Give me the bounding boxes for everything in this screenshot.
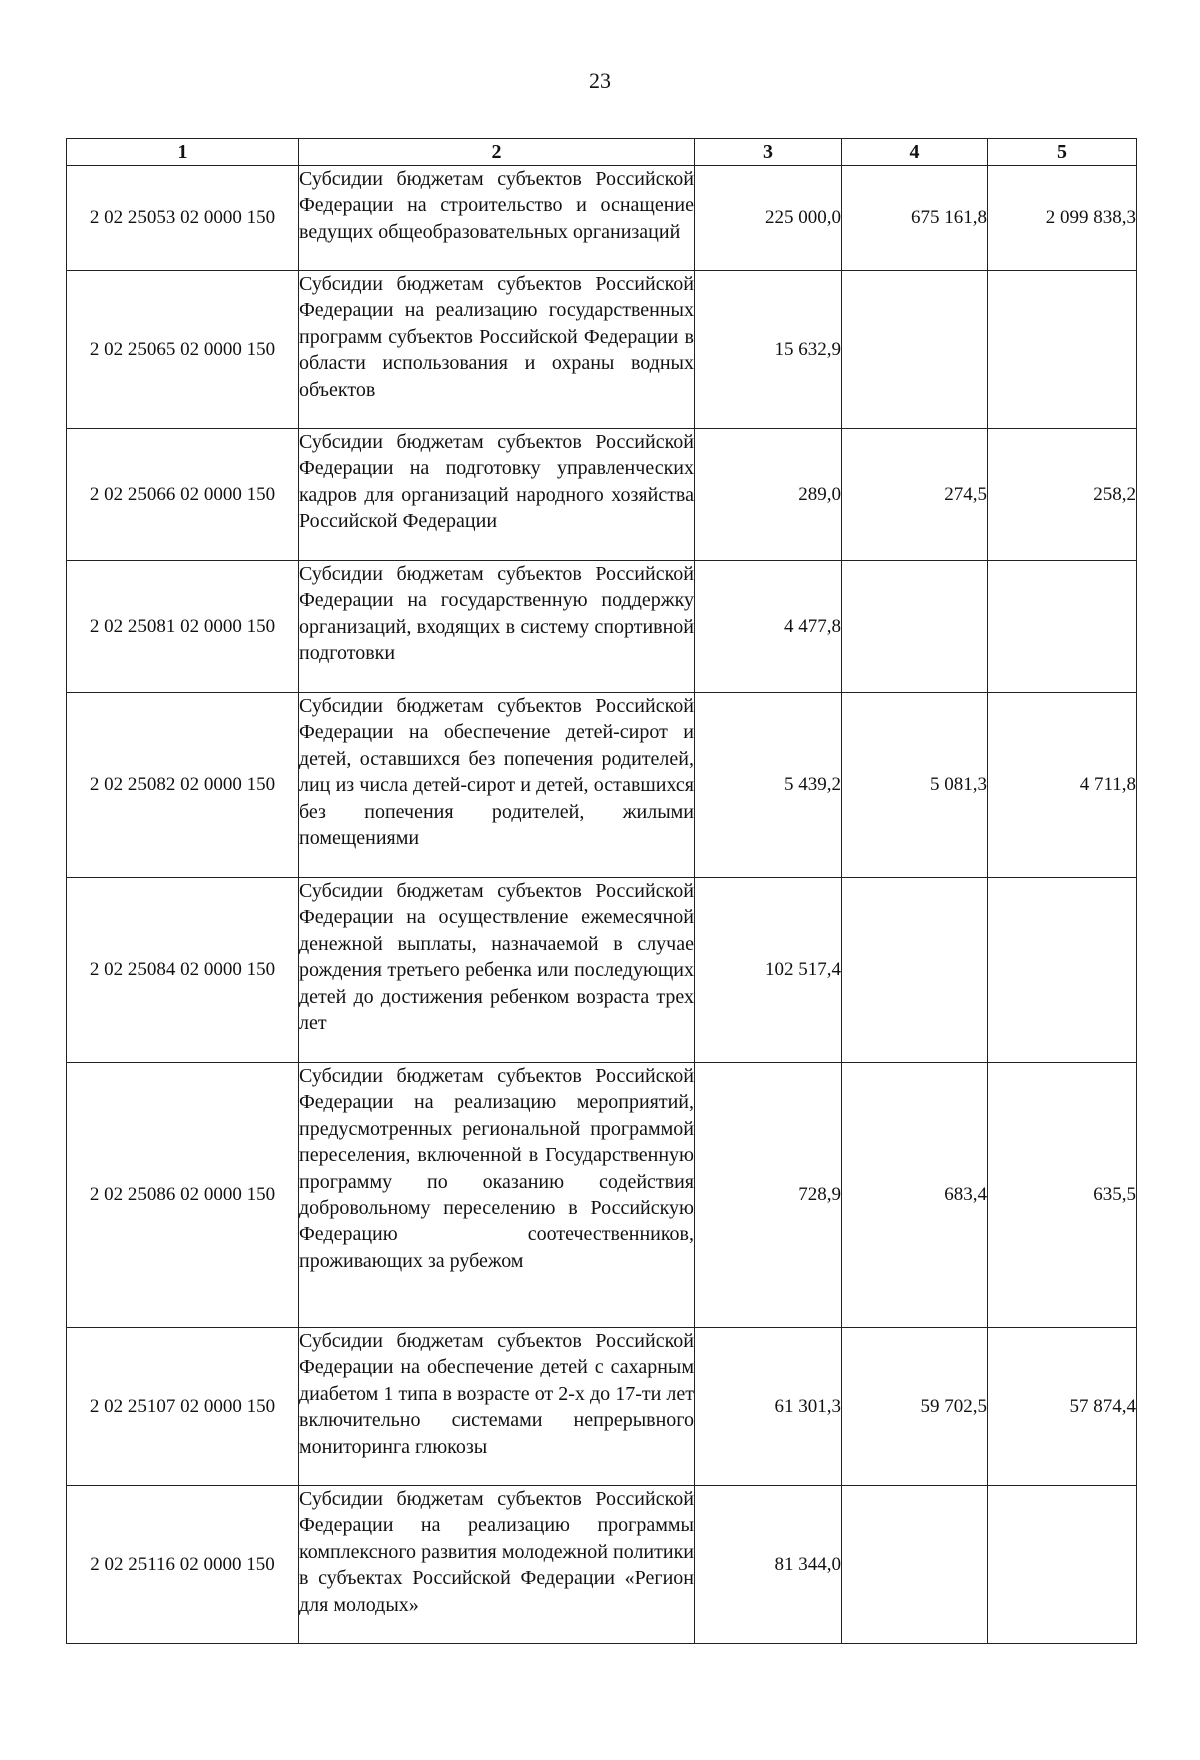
row-description: Субсидии бюджетам субъектов Российской Федерации на реализацию государственных программ субъектов Российской Федерации в области использования и охраны водных объектов bbox=[299, 271, 695, 429]
row-value-col-4: 683,4 bbox=[842, 1063, 988, 1328]
header-col-3: 3 bbox=[695, 139, 842, 166]
row-value-col-3: 225 000,0 bbox=[695, 166, 842, 271]
row-value-col-3: 5 439,2 bbox=[695, 693, 842, 878]
row-description: Субсидии бюджетам субъектов Российской Федерации на строительство и оснащение ведущих общеобразовательных организаций bbox=[299, 166, 695, 271]
row-value-col-3: 728,9 bbox=[695, 1063, 842, 1328]
row-description: Субсидии бюджетам субъектов Российской Федерации на подготовку управленческих кадров для организаций народного хозяйства Российской Федерации bbox=[299, 429, 695, 561]
row-value-col-5: 4 711,8 bbox=[988, 693, 1137, 878]
row-code: 2 02 25082 02 0000 150 bbox=[67, 693, 299, 878]
row-value-col-5: 2 099 838,3 bbox=[988, 166, 1137, 271]
row-description: Субсидии бюджетам субъектов Российской Федерации на обеспечение детей с сахарным диабетом 1 типа в возрасте от 2-х до 17-ти лет включительно системами непрерывного мониторинга глюкозы bbox=[299, 1328, 695, 1486]
row-value-col-3: 81 344,0 bbox=[695, 1486, 842, 1644]
row-value-col-5: 635,5 bbox=[988, 1063, 1137, 1328]
row-code: 2 02 25116 02 0000 150 bbox=[67, 1486, 299, 1644]
row-value-col-4: 675 161,8 bbox=[842, 166, 988, 271]
row-value-col-3: 4 477,8 bbox=[695, 561, 842, 693]
row-code: 2 02 25107 02 0000 150 bbox=[67, 1328, 299, 1486]
row-value-col-5 bbox=[988, 878, 1137, 1063]
header-col-2: 2 bbox=[299, 139, 695, 166]
row-code: 2 02 25053 02 0000 150 bbox=[67, 166, 299, 271]
row-value-col-4: 59 702,5 bbox=[842, 1328, 988, 1486]
table-row bbox=[67, 1328, 1137, 1486]
row-value-col-5 bbox=[988, 271, 1137, 429]
row-value-col-3: 102 517,4 bbox=[695, 878, 842, 1063]
row-description: Субсидии бюджетам субъектов Российской Федерации на реализацию программы комплексного развития молодежной политики в субъектах Российской Федерации «Регион для молодых» bbox=[299, 1486, 695, 1644]
row-value-col-4 bbox=[842, 271, 988, 429]
table-row bbox=[67, 561, 1137, 693]
table-row bbox=[67, 166, 1137, 271]
row-value-col-3: 61 301,3 bbox=[695, 1328, 842, 1486]
page-number: 23 bbox=[589, 68, 611, 93]
row-code: 2 02 25081 02 0000 150 bbox=[67, 561, 299, 693]
budget-table bbox=[66, 138, 1137, 1644]
row-value-col-4: 274,5 bbox=[842, 429, 988, 561]
row-code: 2 02 25066 02 0000 150 bbox=[67, 429, 299, 561]
row-value-col-4: 5 081,3 bbox=[842, 693, 988, 878]
row-value-col-3: 289,0 bbox=[695, 429, 842, 561]
row-value-col-5 bbox=[988, 1486, 1137, 1644]
row-code: 2 02 25086 02 0000 150 bbox=[67, 1063, 299, 1328]
row-value-col-3: 15 632,9 bbox=[695, 271, 842, 429]
row-code: 2 02 25065 02 0000 150 bbox=[67, 271, 299, 429]
row-description: Субсидии бюджетам субъектов Российской Федерации на осуществление ежемесячной денежной выплаты, назначаемой в случае рождения третьего ребенка или последующих детей до достижения ребенком возраста трех лет bbox=[299, 878, 695, 1063]
row-description: Субсидии бюджетам субъектов Российской Федерации на обеспечение детей-сирот и детей, оставшихся без попечения родителей, лиц из числа детей-сирот и детей, оставшихся без попечения родителей, жилыми помещениями bbox=[299, 693, 695, 878]
row-value-col-5: 258,2 bbox=[988, 429, 1137, 561]
row-description: Субсидии бюджетам субъектов Российской Федерации на государственную поддержку организаций, входящих в систему спортивной подготовки bbox=[299, 561, 695, 693]
table-row bbox=[67, 271, 1137, 429]
table-header-row bbox=[67, 139, 1137, 166]
row-value-col-4 bbox=[842, 561, 988, 693]
header-col-5: 5 bbox=[988, 139, 1137, 166]
row-description: Субсидии бюджетам субъектов Российской Федерации на реализацию мероприятий, предусмотренных региональной программой переселения, включенной в Государственную программу по оказанию содействия добровольному переселению в Российскую Федерацию соотечественников, проживающих за рубежом bbox=[299, 1063, 695, 1328]
header-col-4: 4 bbox=[842, 139, 988, 166]
row-value-col-5: 57 874,4 bbox=[988, 1328, 1137, 1486]
header-col-1: 1 bbox=[67, 139, 299, 166]
row-value-col-4 bbox=[842, 878, 988, 1063]
table-row bbox=[67, 878, 1137, 1063]
table-row bbox=[67, 1486, 1137, 1644]
row-value-col-4 bbox=[842, 1486, 988, 1644]
table-row bbox=[67, 693, 1137, 878]
table-row bbox=[67, 429, 1137, 561]
row-value-col-5 bbox=[988, 561, 1137, 693]
row-code: 2 02 25084 02 0000 150 bbox=[67, 878, 299, 1063]
table-row bbox=[67, 1063, 1137, 1328]
